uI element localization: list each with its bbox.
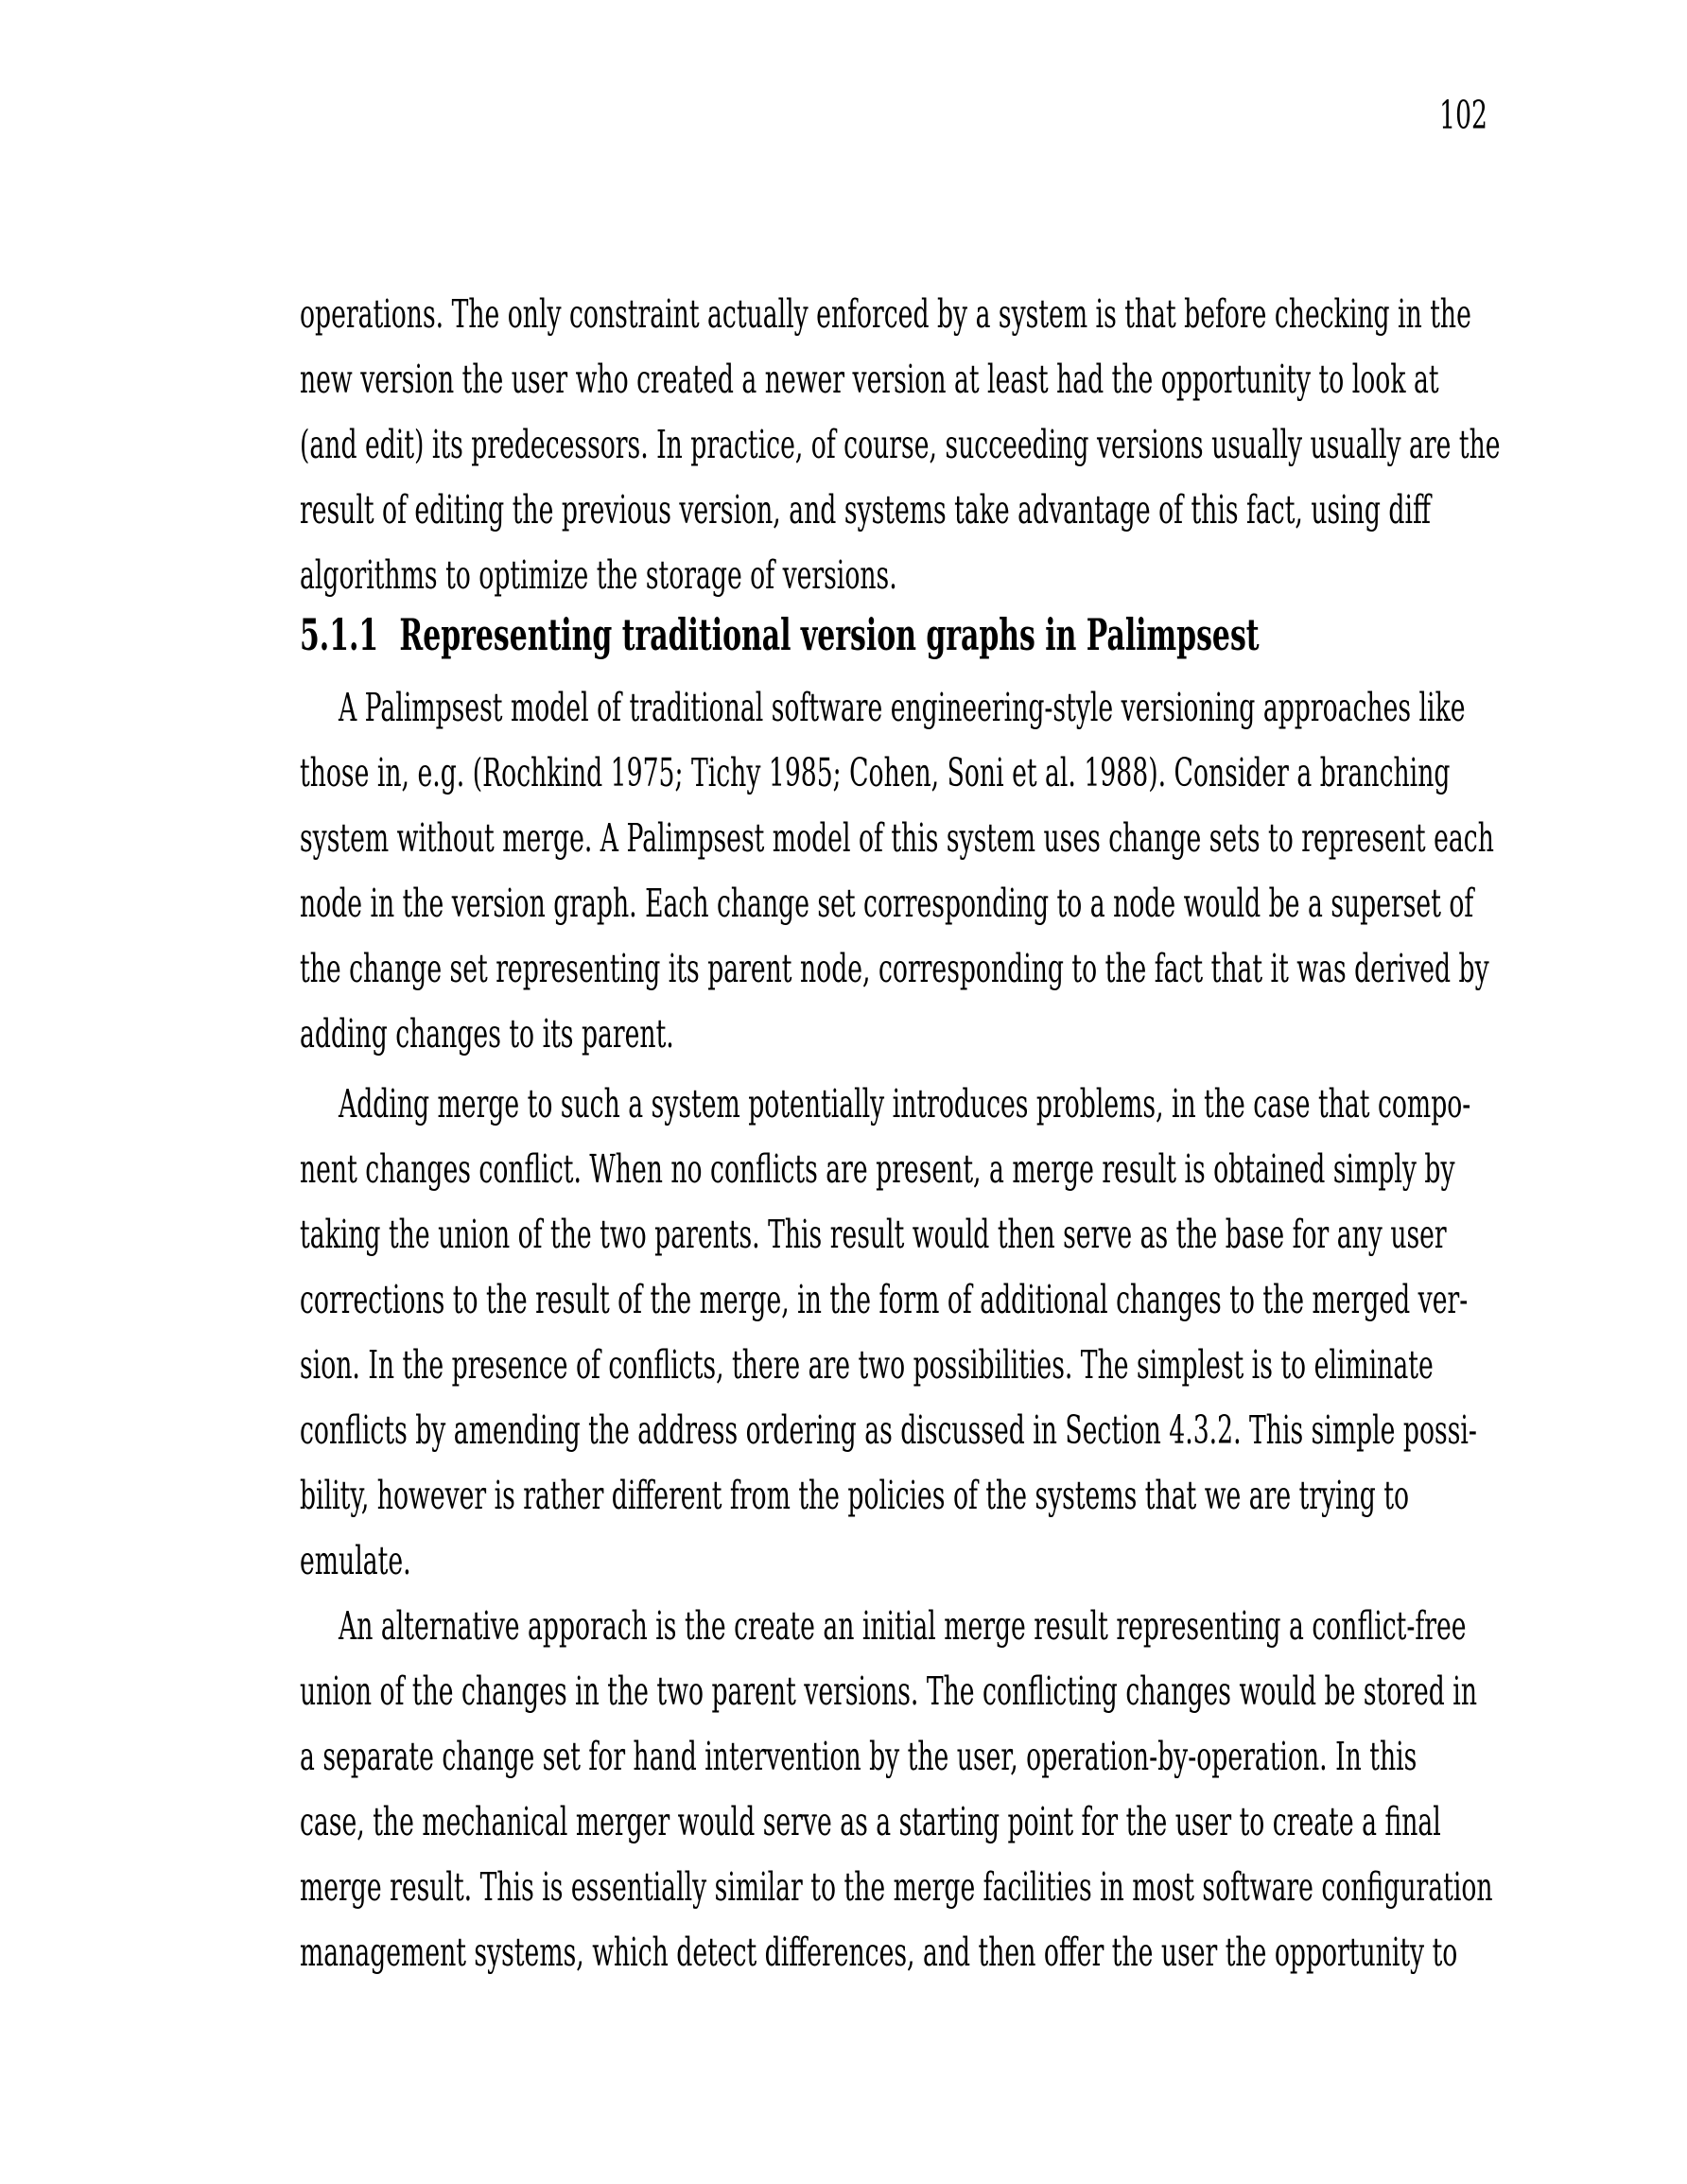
text-line: conflicts by amending the address ordering as discussed in Section 4.3.2. This simple possi- — [300, 1407, 1477, 1453]
text-line: bility, however is rather different from the policies of the systems that we are trying to — [300, 1473, 1410, 1518]
paragraph — [300, 1072, 1477, 1594]
section-heading — [300, 603, 1472, 668]
text-line: (and edit) its predecessors. In practice, of course, succeeding versions usually usually are the — [300, 422, 1501, 467]
section-heading-number: 5.1.1 — [300, 609, 379, 660]
text-line: adding changes to its parent. — [300, 1011, 674, 1057]
text-line: taking the union of the two parents. This result would then serve as the base for any user — [300, 1212, 1447, 1257]
text-line: the change set representing its parent node, corresponding to the fact that it was derived by — [300, 946, 1489, 991]
text-line: An alternative apporach is the create an initial merge result representing a conflict-free — [338, 1603, 1467, 1649]
text-line: nent changes conflict. When no conflicts are present, a merge result is obtained simply by — [300, 1146, 1455, 1192]
page-number: 102 — [1439, 93, 1487, 138]
text-line: sion. In the presence of conflicts, there are two possibilities. The simplest is to eliminate — [300, 1342, 1434, 1388]
paragraph — [300, 1594, 1493, 1985]
paragraph — [300, 282, 1501, 608]
text-line: system without merge. A Palimpsest model of this system uses change sets to represent each — [300, 815, 1494, 861]
text-line: union of the changes in the two parent versions. The conflicting changes would be stored in — [300, 1669, 1477, 1714]
section-heading-title: Representing traditional version graphs in Palimpsest — [399, 609, 1260, 660]
text-line: node in the version graph. Each change set corresponding to a node would be a superset of — [300, 881, 1474, 926]
text-line: new version the user who created a newer version at least had the opportunity to look at — [300, 357, 1439, 402]
text-line: result of editing the previous version, and systems take advantage of this fact, using diff — [300, 487, 1431, 533]
text-line: Adding merge to such a system potentially introduces problems, in the case that compo- — [338, 1081, 1471, 1127]
text-line: A Palimpsest model of traditional software engineering-style versioning approaches like — [338, 685, 1466, 730]
text-line: emulate. — [300, 1538, 411, 1583]
paragraph — [300, 675, 1494, 1067]
text-line: those in, e.g. (Rochkind 1975; Tichy 1985; Cohen, Soni et al. 1988). Consider a branching — [300, 750, 1451, 795]
text-line: management systems, which detect differences, and then offer the user the opportunity to — [300, 1930, 1458, 1975]
page-body — [300, 282, 1501, 1985]
text-line: merge result. This is essentially similar to the merge facilities in most software configuration — [300, 1864, 1493, 1910]
text-line: a separate change set for hand intervention by the user, operation-by-operation. In this — [300, 1734, 1417, 1779]
text-line: corrections to the result of the merge, in the form of additional changes to the merged ver- — [300, 1277, 1469, 1322]
text-line: case, the mechanical merger would serve as a starting point for the user to create a final — [300, 1799, 1441, 1844]
text-line: operations. The only constraint actually enforced by a system is that before checking in the — [300, 291, 1471, 337]
text-line: algorithms to optimize the storage of versions. — [300, 552, 897, 598]
